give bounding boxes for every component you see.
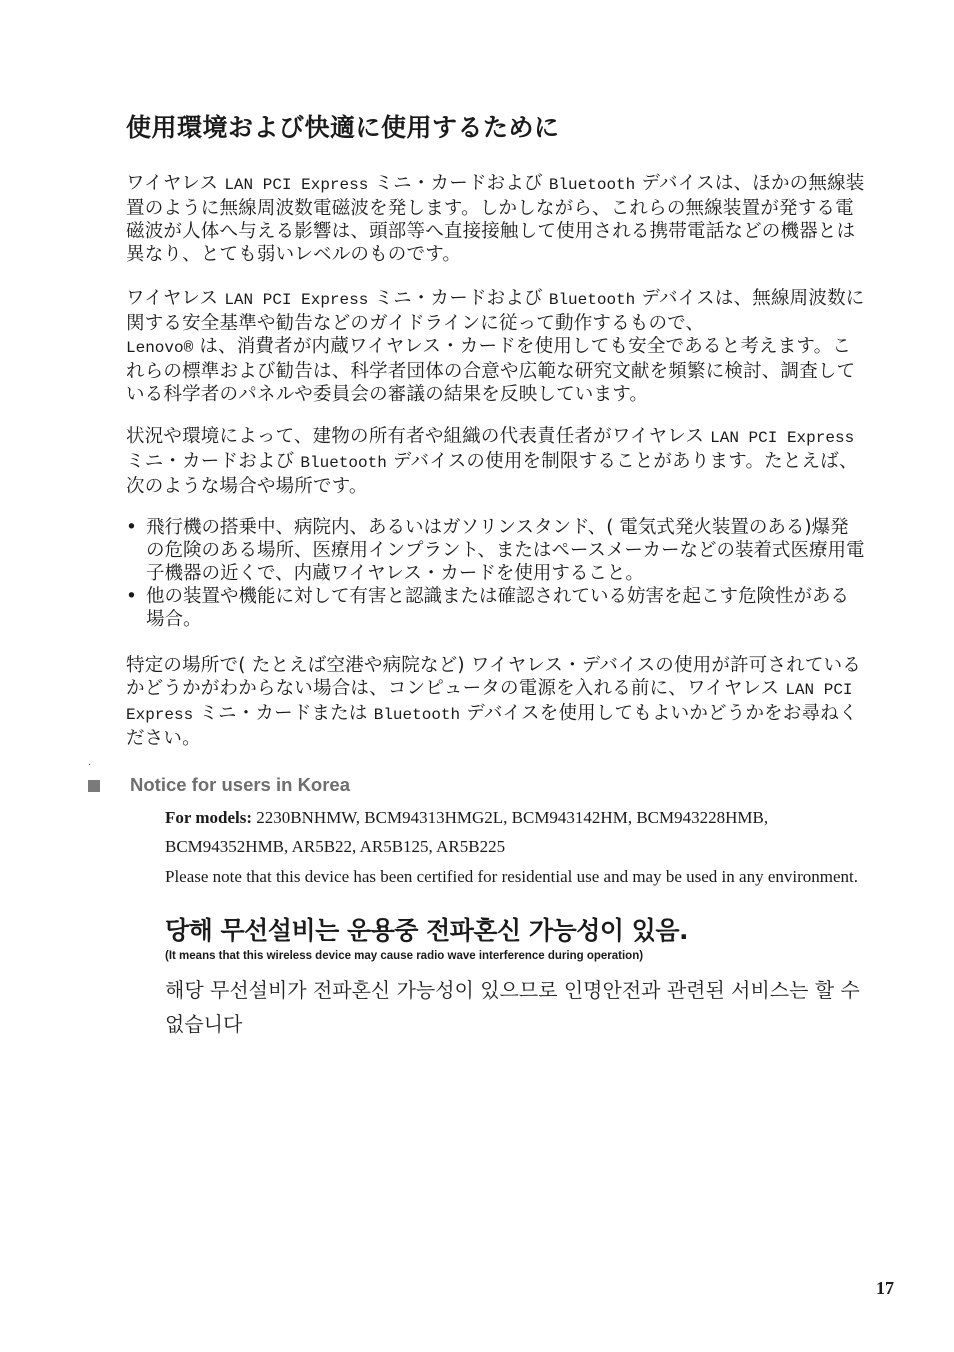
text-segment: 周波数に関する安全基準や勧告などのガイドラインに従って動作するもので、 xyxy=(126,288,865,334)
paragraph-restrictions xyxy=(126,425,866,498)
models-list xyxy=(165,803,885,861)
models-label: For models: xyxy=(165,808,253,827)
bluetooth-term: Bluetooth xyxy=(300,454,387,472)
paragraph-standards xyxy=(126,287,866,406)
text-segment: ミニ・カードおよび xyxy=(374,173,543,194)
section-heading: Notice for users in Korea xyxy=(130,774,351,795)
text-segment: 特定の場所で( たとえば空港や病院など) ワイヤレス・デバイスの使用が許可されているかどうかがわからない場合は、コンピュータの電源を入れる前に、ワイヤレス xyxy=(126,655,862,699)
list-item xyxy=(126,585,866,631)
text-segment: ワイヤレス xyxy=(126,288,219,309)
text-segment: デバイスを使用してもよいかどうかをお尋ねください。 xyxy=(126,703,858,749)
korean-warning-translation: (It means that this wireless device may cause radio wave interference during operation) xyxy=(165,950,644,962)
paragraph-emission xyxy=(126,172,866,266)
restriction-list xyxy=(126,516,866,631)
page-title: 使用環境および快適に使用するために xyxy=(126,113,560,142)
korean-warning: 당해 무선설비는 운용중 전파혼신 가능성이 있음. xyxy=(165,916,689,945)
text-segment: は、消費者が内蔵ワイヤレス・カードを使用しても安全であると考えます。これらの標準および勧告は、科学者団体の合意や広範な研究文献を頻繁に検討、調査している科学者のパネルや委員会の審議の結果を反映しています。 xyxy=(126,336,856,405)
product-code: LAN PCI Express xyxy=(126,681,853,724)
bluetooth-term: Bluetooth xyxy=(548,291,636,309)
list-item-text: 飛行機の搭乗中、病院内、あるいはガソリンスタンド、( 電気式発火装置のある)爆発の危険のある場所、医療用インプラント、またはペースメーカーなどの装着式医療用電子機器の近くで、内蔵ワイヤレス・カードを使用すること。 xyxy=(146,517,865,584)
text-segment: ミニ・カードおよび xyxy=(126,451,295,472)
text-segment: デバイスは、ほか xyxy=(641,173,790,194)
bluetooth-term: Bluetooth xyxy=(373,706,461,724)
page-number: 17 xyxy=(876,1278,894,1298)
text-segment: デバイスは、無線 xyxy=(641,288,790,309)
stray-dot: . xyxy=(88,757,92,768)
bluetooth-term: Bluetooth xyxy=(548,176,636,194)
product-code: LAN PCI Express xyxy=(710,429,855,447)
text-segment: の無線装置のように無線周波数電磁波を発します。しかしながら、これらの無線装置が発する電磁波が人体へ与える影響は、頭部等へ直接接触して使用される携帯電話などの機器とは異なり、とても弱いレベルのものです。 xyxy=(126,173,865,265)
product-code: LAN PCI Express xyxy=(224,291,369,309)
lenovo-brand: Lenovo® xyxy=(126,339,194,357)
models-values: 2230BNHMW, BCM94313HMG2L, BCM943142HM, BCM943228HMB, BCM94352HMB, AR5B22, AR5B125, AR5B225 xyxy=(165,808,769,856)
list-item xyxy=(126,516,866,585)
text-segment: ミニ・カードまたは xyxy=(199,703,368,724)
product-code: LAN PCI Express xyxy=(224,176,369,194)
text-segment: ワイヤレス xyxy=(126,173,219,194)
bullet-marker: • xyxy=(126,517,137,538)
square-bullet-icon xyxy=(88,780,100,792)
residential-notice: Please note that this device has been certified for residential use and may be used in any environment. xyxy=(165,867,858,886)
bullet-marker: • xyxy=(126,586,137,607)
text-segment: デバイスの使用を制限することがあります。たとえば、次のような場合や場所です。 xyxy=(126,451,858,497)
text-segment: ミニ・カードおよび xyxy=(374,288,543,309)
text-segment: 状況や環境によって、建物の所有者や組織の代表責任者がワイヤレス xyxy=(126,426,705,447)
paragraph-ask-permission xyxy=(126,654,866,750)
korean-service-notice: 해당 무선설비가 전파혼신 가능성이 있으므로 인명안전과 관련된 서비스는 할 수 없습니다 xyxy=(165,978,860,1036)
list-item-text: 他の装置や機能に対して有害と認識または確認されている妨害を起こす危険性がある場合。 xyxy=(146,586,850,630)
